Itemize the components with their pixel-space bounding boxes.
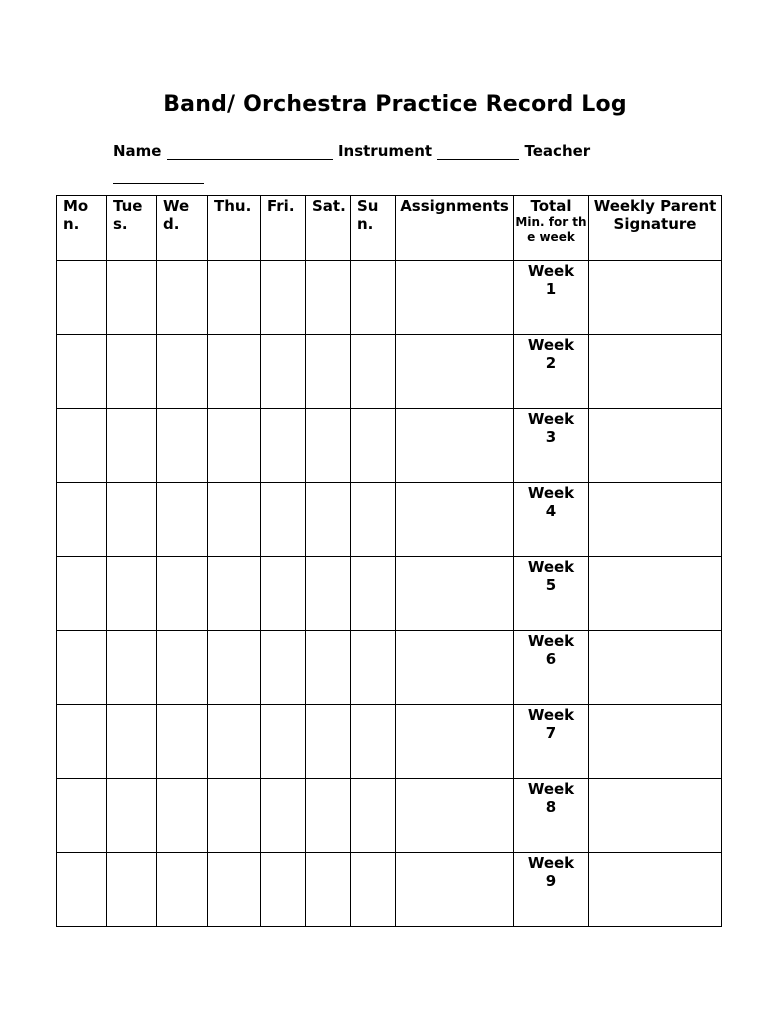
week-number: 9 — [545, 872, 557, 890]
cell-fri[interactable] — [261, 483, 306, 557]
cell-parent-signature[interactable] — [589, 409, 722, 483]
cell-week-total[interactable] — [514, 483, 589, 557]
cell-parent-signature[interactable] — [589, 853, 722, 927]
week-label: Week — [527, 854, 575, 872]
table-row — [57, 779, 722, 853]
cell-assignments[interactable] — [396, 483, 514, 557]
cell-sun[interactable] — [351, 261, 396, 335]
header-total-sub: Min. for the week — [515, 215, 587, 244]
instrument-blank-line[interactable] — [437, 142, 519, 160]
practice-log-table — [56, 195, 722, 927]
cell-week-total[interactable] — [514, 335, 589, 409]
header-sun: Sun. — [351, 196, 396, 261]
week-label: Week — [527, 780, 575, 798]
cell-wed[interactable] — [157, 779, 208, 853]
week-number: 1 — [545, 280, 557, 298]
cell-thu[interactable] — [208, 557, 261, 631]
cell-sun[interactable] — [351, 409, 396, 483]
cell-tues[interactable] — [107, 335, 157, 409]
cell-sun[interactable] — [351, 853, 396, 927]
cell-sat[interactable] — [306, 705, 351, 779]
week-number: 4 — [545, 502, 557, 520]
page-title: Band/ Orchestra Practice Record Log — [163, 92, 627, 117]
cell-assignments[interactable] — [396, 853, 514, 927]
header-total — [514, 196, 589, 261]
cell-mon[interactable] — [57, 483, 107, 557]
teacher-label: Teacher — [524, 142, 591, 160]
table-header-row — [57, 196, 722, 261]
cell-tues[interactable] — [107, 779, 157, 853]
table-row — [57, 631, 722, 705]
week-label: Week — [527, 336, 575, 354]
cell-week-total[interactable] — [514, 853, 589, 927]
cell-parent-signature[interactable] — [589, 705, 722, 779]
cell-wed[interactable] — [157, 853, 208, 927]
cell-week-total[interactable] — [514, 557, 589, 631]
table-row — [57, 261, 722, 335]
cell-wed[interactable] — [157, 335, 208, 409]
cell-thu[interactable] — [208, 409, 261, 483]
cell-tues[interactable] — [107, 557, 157, 631]
cell-sat[interactable] — [306, 853, 351, 927]
cell-assignments[interactable] — [396, 261, 514, 335]
week-number: 6 — [545, 650, 557, 668]
cell-thu[interactable] — [208, 779, 261, 853]
cell-wed[interactable] — [157, 261, 208, 335]
cell-parent-signature[interactable] — [589, 335, 722, 409]
instrument-label: Instrument — [337, 142, 433, 160]
cell-fri[interactable] — [261, 557, 306, 631]
cell-fri[interactable] — [261, 853, 306, 927]
cell-mon[interactable] — [57, 261, 107, 335]
cell-week-total[interactable] — [514, 261, 589, 335]
cell-fri[interactable] — [261, 779, 306, 853]
cell-wed[interactable] — [157, 557, 208, 631]
cell-assignments[interactable] — [396, 631, 514, 705]
cell-parent-signature[interactable] — [589, 483, 722, 557]
cell-sun[interactable] — [351, 557, 396, 631]
cell-mon[interactable] — [57, 853, 107, 927]
table-row — [57, 409, 722, 483]
cell-sat[interactable] — [306, 261, 351, 335]
table-body — [57, 261, 722, 927]
cell-week-total[interactable] — [514, 631, 589, 705]
cell-sat[interactable] — [306, 409, 351, 483]
cell-thu[interactable] — [208, 853, 261, 927]
name-blank-line[interactable] — [167, 142, 333, 160]
info-row — [113, 142, 613, 160]
cell-assignments[interactable] — [396, 779, 514, 853]
cell-mon[interactable] — [57, 779, 107, 853]
cell-fri[interactable] — [261, 705, 306, 779]
header-thu: Thu. — [208, 196, 261, 261]
cell-wed[interactable] — [157, 483, 208, 557]
week-label: Week — [527, 558, 575, 576]
cell-sun[interactable] — [351, 705, 396, 779]
cell-tues[interactable] — [107, 409, 157, 483]
week-label: Week — [527, 632, 575, 650]
cell-sun[interactable] — [351, 779, 396, 853]
cell-thu[interactable] — [208, 631, 261, 705]
cell-parent-signature[interactable] — [589, 557, 722, 631]
cell-thu[interactable] — [208, 705, 261, 779]
student-info-fields — [113, 142, 613, 183]
cell-tues[interactable] — [107, 853, 157, 927]
cell-thu[interactable] — [208, 335, 261, 409]
header-assignments: Assignments — [396, 196, 514, 261]
header-signature: Weekly Parent Signature — [589, 196, 722, 261]
cell-parent-signature[interactable] — [589, 261, 722, 335]
table-row — [57, 483, 722, 557]
cell-mon[interactable] — [57, 409, 107, 483]
week-label: Week — [527, 410, 575, 428]
cell-sat[interactable] — [306, 557, 351, 631]
cell-tues[interactable] — [107, 631, 157, 705]
week-label: Week — [527, 484, 575, 502]
header-tues: Tues. — [107, 196, 157, 261]
week-number: 5 — [545, 576, 557, 594]
cell-sun[interactable] — [351, 631, 396, 705]
cell-assignments[interactable] — [396, 557, 514, 631]
cell-mon[interactable] — [57, 335, 107, 409]
teacher-row — [113, 166, 613, 183]
cell-week-total[interactable] — [514, 779, 589, 853]
week-number: 2 — [545, 354, 557, 372]
cell-week-total[interactable] — [514, 705, 589, 779]
cell-parent-signature[interactable] — [589, 779, 722, 853]
cell-sun[interactable] — [351, 335, 396, 409]
cell-week-total[interactable] — [514, 409, 589, 483]
cell-parent-signature[interactable] — [589, 631, 722, 705]
header-mon: Mon. — [57, 196, 107, 261]
cell-wed[interactable] — [157, 409, 208, 483]
cell-sun[interactable] — [351, 483, 396, 557]
week-number: 3 — [545, 428, 557, 446]
cell-fri[interactable] — [261, 631, 306, 705]
header-fri: Fri. — [261, 196, 306, 261]
cell-thu[interactable] — [208, 261, 261, 335]
cell-mon[interactable] — [57, 631, 107, 705]
cell-assignments[interactable] — [396, 409, 514, 483]
header-wed: Wed. — [157, 196, 208, 261]
cell-assignments[interactable] — [396, 705, 514, 779]
cell-thu[interactable] — [208, 483, 261, 557]
cell-sat[interactable] — [306, 779, 351, 853]
teacher-blank-line[interactable] — [113, 166, 204, 184]
week-number: 8 — [545, 798, 557, 816]
cell-fri[interactable] — [261, 335, 306, 409]
cell-tues[interactable] — [107, 705, 157, 779]
week-number: 7 — [545, 724, 557, 742]
table-row — [57, 335, 722, 409]
cell-wed[interactable] — [157, 631, 208, 705]
cell-tues[interactable] — [107, 261, 157, 335]
cell-tues[interactable] — [107, 483, 157, 557]
cell-sat[interactable] — [306, 483, 351, 557]
header-sat: Sat. — [306, 196, 351, 261]
cell-wed[interactable] — [157, 705, 208, 779]
cell-sat[interactable] — [306, 335, 351, 409]
week-label: Week — [527, 262, 575, 280]
cell-fri[interactable] — [261, 261, 306, 335]
table-row — [57, 705, 722, 779]
table-row — [57, 853, 722, 927]
table-row — [57, 557, 722, 631]
header-total-main: Total — [530, 197, 572, 215]
name-label: Name — [113, 142, 162, 160]
cell-mon[interactable] — [57, 557, 107, 631]
cell-assignments[interactable] — [396, 335, 514, 409]
cell-fri[interactable] — [261, 409, 306, 483]
cell-mon[interactable] — [57, 705, 107, 779]
week-label: Week — [527, 706, 575, 724]
cell-sat[interactable] — [306, 631, 351, 705]
